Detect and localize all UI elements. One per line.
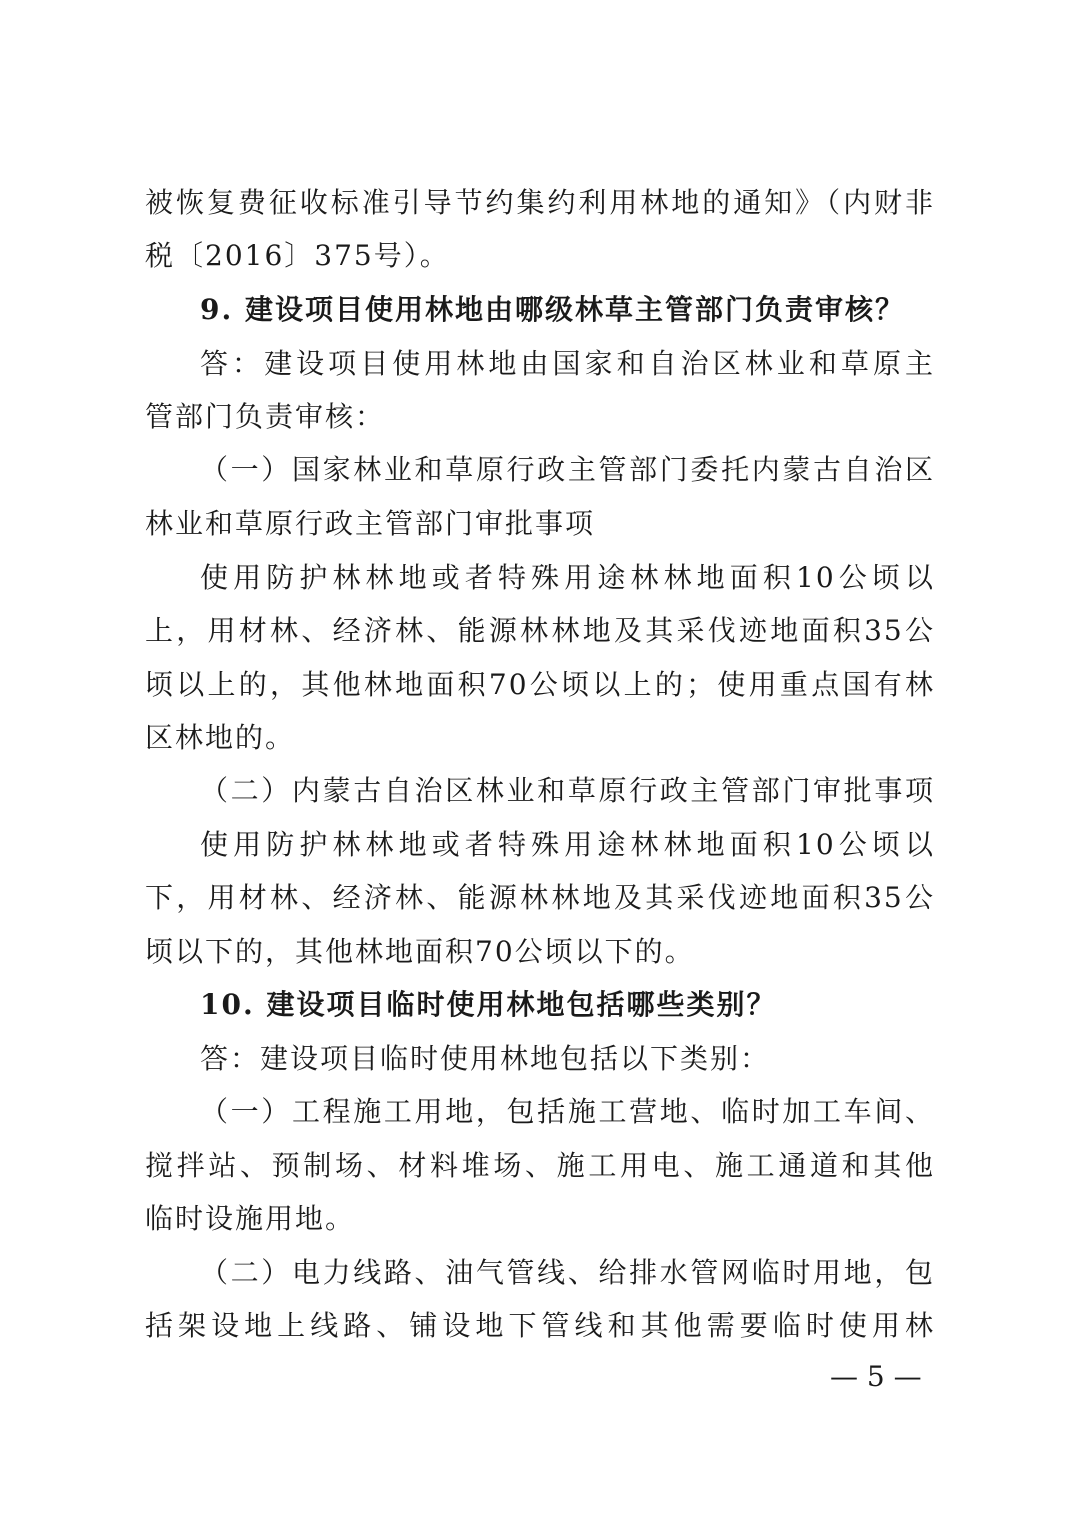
section-heading: （一）工程施工用地，包括施工营地、临时加工车间、 [200,1095,935,1128]
text-line: 顷以下的，其他林地面积70公顷以下的。 [145,935,695,968]
text-line: 被恢复费征收标准引导节约集约利用林地的通知》（内财非 [145,186,935,219]
section-heading: （二）电力线路、油气管线、给排水管网临时用地，包 [200,1256,935,1289]
answer-line: 答：建设项目使用林地由国家和自治区林业和草原主 [200,347,935,380]
text-line: 林业和草原行政主管部门审批事项 [145,507,596,540]
section-heading: （一）国家林业和草原行政主管部门委托内蒙古自治区 [200,453,935,486]
text-line: 搅拌站、预制场、材料堆场、施工用电、施工通道和其他 [145,1149,935,1182]
question-heading: 9. 建设项目使用林地由哪级林草主管部门负责审核？ [200,293,905,326]
text-line: 上，用材林、经济林、能源林林地及其采伐迹地面积35公 [145,614,935,647]
text-line: 顷以上的，其他林地面积70公顷以上的；使用重点国有林 [145,668,935,701]
text-line: 区林地的。 [145,721,296,754]
question-heading: 10. 建设项目临时使用林地包括哪些类别？ [200,988,777,1021]
section-heading: （二）内蒙古自治区林业和草原行政主管部门审批事项 [200,774,935,807]
page-number: — 5 — [830,1360,922,1393]
text-line: 临时设施用地。 [145,1202,356,1235]
text-line: 税〔2016〕375号）。 [145,239,450,272]
text-line: 使用防护林林地或者特殊用途林林地面积10公顷以 [200,828,935,861]
text-line: 括架设地上线路、铺设地下管线和其他需要临时使用林 [145,1309,935,1342]
text-line: 管部门负责审核： [145,400,386,433]
text-line: 下，用材林、经济林、能源林林地及其采伐迹地面积35公 [145,881,935,914]
text-line: 使用防护林林地或者特殊用途林林地面积10公顷以 [200,561,935,594]
answer-line: 答：建设项目临时使用林地包括以下类别： [200,1042,771,1075]
